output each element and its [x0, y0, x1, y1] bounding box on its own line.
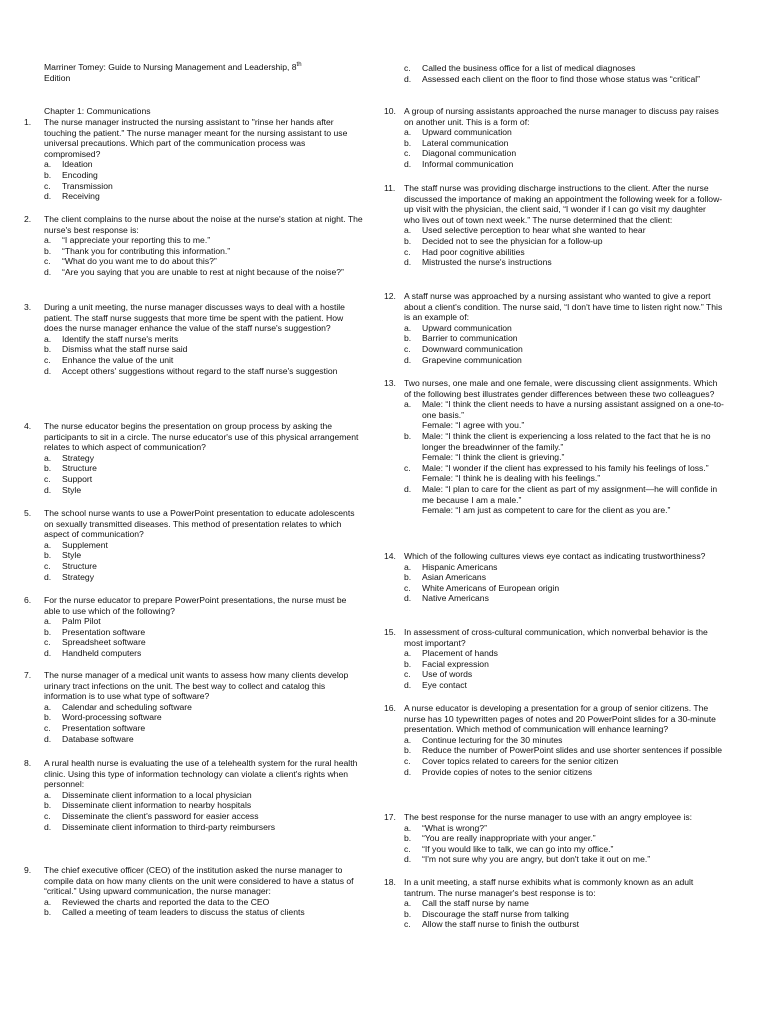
question-number: 1. — [24, 117, 32, 127]
option-letter: a. — [404, 648, 412, 659]
option-text: “Are you saying that you are unable to rest at night because of the noise?” — [62, 266, 344, 277]
option-letter: b. — [404, 833, 412, 844]
option-text: Word-processing software — [62, 712, 162, 723]
option-letter: a. — [404, 734, 412, 745]
option-letter: c. — [404, 755, 411, 766]
question-number: 4. — [24, 421, 32, 431]
option-letter: a. — [44, 452, 52, 463]
option-letter: a. — [44, 789, 52, 800]
answer-option — [404, 138, 724, 149]
question-item — [384, 703, 724, 777]
answer-option — [404, 484, 724, 516]
option-text: “If you would like to talk, we can go into my office.” — [422, 843, 614, 854]
option-text: Mistrusted the nurse's instructions — [422, 257, 552, 268]
document-title — [44, 62, 354, 83]
option-letter: a. — [44, 616, 52, 627]
question-number: 12. — [384, 291, 396, 301]
question-stem — [24, 117, 364, 159]
option-text: Grapevine communication — [422, 354, 522, 365]
option-text: Asian Americans — [422, 572, 487, 583]
question-item — [384, 291, 724, 365]
option-text: Decided not to see the physician for a follow-up — [422, 235, 603, 246]
answer-option — [44, 712, 364, 723]
question-text: The staff nurse was providing discharge instructions to the client. After the nurse discussed the importance of making an appointment the following week for a follow-up visit with the physician, the client said, “I wonder if I can go visit my daughter who lives out of town next week.” The nurse determined that the client: — [404, 183, 723, 225]
option-text: Used selective perception to hear what she wanted to hear — [422, 225, 646, 236]
option-text: Called a meeting of team leaders to discuss the status of clients — [62, 907, 305, 918]
answer-option — [44, 790, 364, 801]
option-text: Had poor cognitive abilities — [422, 246, 525, 257]
title-part2: Edition — [44, 72, 71, 83]
option-text: White Americans of European origin — [422, 582, 560, 593]
option-letter: d. — [404, 257, 412, 268]
answer-option — [404, 898, 724, 909]
option-text: Placement of hands — [422, 648, 498, 659]
option-letter: a. — [44, 333, 52, 344]
question-stem — [384, 551, 724, 562]
option-letter: b. — [44, 245, 52, 256]
question-stem — [384, 291, 724, 323]
option-text: Male: “I think the client needs to have a nursing assistant assigned on a one-to-one basis.” Female: “I agree with you.” — [422, 399, 724, 431]
option-text: Database software — [62, 733, 134, 744]
option-letter: a. — [404, 322, 412, 333]
question-number: 7. — [24, 670, 32, 680]
option-letter: d. — [404, 766, 412, 777]
option-text: Male: “I think the client is experiencing a loss related to the fact that he is no longer the breadwinner of the family.” Female: “I think the client is grieving.” — [422, 431, 724, 463]
question-text: Two nurses, one male and one female, were discussing client assignments. Which of the following best illustrates gender differences between these two colleagues? — [404, 378, 718, 399]
answer-option — [44, 800, 364, 811]
option-text: Continue lecturing for the 30 minutes — [422, 734, 563, 745]
question-number: 14. — [384, 551, 396, 561]
question-stem — [384, 703, 724, 735]
question-item — [384, 183, 724, 268]
question-stem — [384, 812, 724, 823]
question-stem — [24, 595, 364, 616]
answer-option — [404, 854, 724, 865]
option-letter: d. — [404, 354, 412, 365]
option-text: Receiving — [62, 191, 100, 202]
answer-option — [404, 735, 724, 746]
option-letter: d. — [404, 854, 412, 865]
option-letter: a. — [404, 225, 412, 236]
option-text: Male: “I plan to care for the client as part of my assignment—he will confide in me because I am a male.” Female: “I am just as competent to care for the client as you are.” — [422, 484, 724, 516]
question-text: The chief executive officer (CEO) of the institution asked the nurse manager to compile data on how many clients on the unit were considered to have a status of “critical.” Using upward communication, the nurse manager: — [44, 865, 354, 897]
question-stem — [384, 877, 724, 898]
answer-option — [44, 246, 364, 257]
question-number: 10. — [384, 106, 396, 116]
answer-option — [44, 334, 364, 345]
option-response: Female: “I think the client is grieving.” — [422, 452, 565, 463]
option-letter: b. — [44, 344, 52, 355]
answer-option — [404, 463, 724, 484]
option-letter: d. — [44, 821, 52, 832]
option-text: Facial expression — [422, 658, 489, 669]
question-text: A nurse educator is developing a presentation for a group of senior citizens. The nurse has 10 typewritten pages of notes and 20 PowerPoint slides for a 30-minute presentation. Which method of communication will enhance learning? — [404, 703, 716, 735]
question-item — [384, 551, 724, 604]
answer-option — [44, 572, 364, 583]
option-text: Support — [62, 473, 93, 484]
option-letter: d. — [44, 571, 52, 582]
question-number: 6. — [24, 595, 32, 605]
answer-option — [404, 148, 724, 159]
option-text: Disseminate the client's password for easier access — [62, 810, 259, 821]
option-text: Transmission — [62, 180, 113, 191]
answer-option — [44, 561, 364, 572]
option-text: Assessed each client on the floor to find those whose status was “critical” — [422, 73, 701, 84]
option-letter: c. — [44, 637, 51, 648]
answer-option — [44, 181, 364, 192]
option-text: Style — [62, 550, 82, 561]
answer-option — [44, 235, 364, 246]
answer-option — [44, 453, 364, 464]
option-text: Diagonal communication — [422, 148, 517, 159]
option-letter: d. — [44, 484, 52, 495]
answer-option — [404, 756, 724, 767]
answer-option — [404, 669, 724, 680]
answer-option — [404, 323, 724, 334]
option-letter: a. — [44, 159, 52, 170]
question-item — [24, 508, 364, 582]
question-number: 11. — [384, 183, 396, 193]
question-text: A rural health nurse is evaluating the use of a telehealth system for the rural health clinic. Using this type of information technology can violate a client's rights when personnel: — [44, 758, 358, 790]
answer-option — [404, 833, 724, 844]
answer-option — [44, 159, 364, 170]
question-item — [24, 670, 364, 744]
question-item — [384, 877, 724, 930]
option-letter: c. — [44, 256, 51, 267]
answer-option — [44, 191, 364, 202]
option-text: Hispanic Americans — [422, 561, 498, 572]
option-text: Strategy — [62, 452, 95, 463]
option-text: Spreadsheet software — [62, 637, 146, 648]
question-item — [384, 63, 724, 84]
answer-option — [44, 907, 364, 918]
question-text: In a unit meeting, a staff nurse exhibits what is commonly known as an adult tantrum. The nurse manager's best response is to: — [404, 877, 694, 898]
question-text: The nurse educator begins the presentation on group process by asking the participants to sit in a circle. The nurse educator's use of this physical arrangement relates to which aspect of communication? — [44, 421, 359, 453]
answer-option — [404, 680, 724, 691]
option-letter: a. — [44, 539, 52, 550]
answer-option — [404, 562, 724, 573]
answer-option — [404, 247, 724, 258]
answer-option — [44, 485, 364, 496]
option-text: “I'm not sure why you are angry, but don't take it out on me.” — [422, 854, 651, 865]
option-text: “You are really inappropriate with your anger.” — [422, 833, 596, 844]
answer-option — [404, 909, 724, 920]
option-letter: c. — [404, 343, 411, 354]
option-text: Dismiss what the staff nurse said — [62, 344, 188, 355]
option-text: Disseminate client information to nearby hospitals — [62, 800, 252, 811]
question-stem — [384, 106, 724, 127]
answer-option — [404, 823, 724, 834]
option-text: Enhance the value of the unit — [62, 354, 174, 365]
question-item — [24, 421, 364, 495]
answer-option — [44, 463, 364, 474]
answer-option — [44, 627, 364, 638]
answer-option — [404, 745, 724, 756]
option-letter: b. — [404, 235, 412, 246]
answer-option — [404, 767, 724, 778]
option-letter: b. — [404, 745, 412, 756]
answer-option — [404, 333, 724, 344]
question-text: The nurse manager of a medical unit wants to assess how many clients develop urinary tract infections on the unit. The best way to collect and catalog this information is to use what type of software? — [44, 670, 349, 702]
question-number: 9. — [24, 865, 32, 875]
question-stem — [384, 627, 724, 648]
option-letter: a. — [44, 701, 52, 712]
option-response: Female: “I think he is dealing with his feelings.” — [422, 473, 601, 484]
question-item — [24, 758, 364, 832]
option-text: Upward communication — [422, 322, 512, 333]
option-text: Downward communication — [422, 343, 523, 354]
option-letter: b. — [44, 169, 52, 180]
answer-option — [404, 648, 724, 659]
question-number: 13. — [384, 378, 396, 388]
option-letter: c. — [404, 246, 411, 257]
question-stem — [24, 865, 364, 897]
option-text: “What do you want me to do about this?” — [62, 256, 217, 267]
question-stem — [24, 214, 364, 235]
option-letter: b. — [404, 658, 412, 669]
option-letter: c. — [44, 722, 51, 733]
option-letter: c. — [44, 810, 51, 821]
question-number: 3. — [24, 302, 32, 312]
question-text: In assessment of cross-cultural communication, which nonverbal behavior is the most important? — [404, 627, 708, 648]
question-stem — [384, 183, 724, 225]
option-letter: c. — [404, 582, 411, 593]
answer-option — [404, 159, 724, 170]
question-text: The school nurse wants to use a PowerPoint presentation to educate adolescents on sexually transmitted diseases. This method of presentation relates to which aspect of communication? — [44, 508, 355, 540]
answer-option — [44, 474, 364, 485]
answer-option — [404, 399, 724, 431]
option-response: Female: “I am just as competent to care for the client as you are.” — [422, 505, 671, 516]
option-text: “Thank you for contributing this information.” — [62, 245, 231, 256]
option-letter: c. — [404, 148, 411, 159]
answer-option — [404, 355, 724, 366]
option-letter: d. — [404, 483, 412, 494]
question-text: A group of nursing assistants approached the nurse manager to discuss pay raises on another unit. This is a form of: — [404, 106, 719, 127]
answer-option — [404, 431, 724, 463]
option-letter: c. — [44, 354, 51, 365]
question-item — [24, 865, 364, 918]
option-letter: d. — [44, 365, 52, 376]
option-letter: a. — [404, 822, 412, 833]
option-letter: d. — [404, 679, 412, 690]
question-item — [384, 378, 724, 516]
question-stem — [24, 508, 364, 540]
answer-option — [44, 616, 364, 627]
option-text: Encoding — [62, 169, 98, 180]
question-number: 16. — [384, 703, 396, 713]
question-item — [24, 302, 364, 376]
option-letter: d. — [44, 733, 52, 744]
option-letter: c. — [44, 560, 51, 571]
answer-option — [404, 127, 724, 138]
option-text: Handheld computers — [62, 647, 142, 658]
answer-option — [44, 550, 364, 561]
option-text: Ideation — [62, 159, 93, 170]
answer-option — [44, 897, 364, 908]
option-letter: d. — [404, 593, 412, 604]
answer-option — [404, 844, 724, 855]
question-text: The best response for the nurse manager to use with an angry employee is: — [404, 812, 693, 822]
question-text: For the nurse educator to prepare PowerPoint presentations, the nurse must be able to use which of the following? — [44, 595, 347, 616]
option-text: Presentation software — [62, 626, 146, 637]
question-text: A staff nurse was approached by a nursing assistant who wanted to give a report about a client's condition. The nurse said, “I don't have time to listen right now.” This is an example of: — [404, 291, 723, 323]
option-letter: d. — [404, 158, 412, 169]
answer-option — [404, 236, 724, 247]
answer-option — [44, 540, 364, 551]
option-text: Accept others' suggestions without regard to the staff nurse's suggestion — [62, 365, 338, 376]
option-letter: d. — [44, 647, 52, 658]
answer-option — [44, 170, 364, 181]
answer-option — [404, 659, 724, 670]
option-letter: a. — [44, 235, 52, 246]
answer-option — [44, 637, 364, 648]
option-letter: b. — [404, 333, 412, 344]
answer-option — [44, 256, 364, 267]
answer-option — [44, 811, 364, 822]
answer-option — [404, 63, 724, 74]
answer-option — [44, 267, 364, 278]
option-text: Reviewed the charts and reported the data to the CEO — [62, 896, 270, 907]
option-letter: d. — [44, 191, 52, 202]
question-number: 5. — [24, 508, 32, 518]
question-number: 15. — [384, 627, 396, 637]
option-letter: c. — [404, 919, 411, 930]
question-stem — [24, 670, 364, 702]
option-text: Native Americans — [422, 593, 489, 604]
answer-option — [404, 593, 724, 604]
question-stem — [24, 302, 364, 334]
option-letter: a. — [404, 561, 412, 572]
option-text: Calendar and scheduling software — [62, 701, 192, 712]
option-letter: b. — [404, 430, 412, 441]
question-text: During a unit meeting, the nurse manager discusses ways to deal with a hostile patient. The staff nurse suggests that more time be spent with the patient. How does the nurse manager enhance the value of the staff nurse's suggestion? — [44, 302, 345, 334]
title-superscript: th — [296, 62, 302, 69]
option-text: “What is wrong?” — [422, 822, 487, 833]
option-letter: b. — [44, 712, 52, 723]
option-letter: c. — [404, 63, 411, 73]
question-item — [24, 214, 364, 278]
option-text: Discourage the staff nurse from talking — [422, 908, 569, 919]
answer-option — [404, 74, 724, 85]
question-number: 2. — [24, 214, 32, 224]
option-text: Allow the staff nurse to finish the outburst — [422, 919, 580, 930]
option-text: Provide copies of notes to the senior citizens — [422, 766, 593, 777]
option-text: Reduce the number of PowerPoint slides and use shorter sentences if possible — [422, 745, 722, 756]
question-item — [384, 627, 724, 691]
title-part1: Marriner Tomey: Guide to Nursing Management and Leadership, 8 — [44, 62, 297, 72]
option-letter: b. — [44, 550, 52, 561]
answer-option — [404, 344, 724, 355]
option-text: Supplement — [62, 539, 108, 550]
option-letter: c. — [404, 462, 411, 473]
answer-option — [404, 919, 724, 930]
option-text: Identify the staff nurse's merits — [62, 333, 179, 344]
option-letter: b. — [44, 800, 52, 811]
chapter-heading: Chapter 1: Communications — [44, 106, 151, 116]
option-letter: c. — [44, 473, 51, 484]
answer-option — [44, 366, 364, 377]
question-number: 18. — [384, 877, 396, 887]
question-stem — [24, 421, 364, 453]
option-letter: b. — [404, 908, 412, 919]
option-text: Strategy — [62, 571, 95, 582]
option-text: Upward communication — [422, 127, 512, 138]
question-item — [24, 117, 364, 202]
option-letter: a. — [404, 127, 412, 138]
answer-option — [44, 723, 364, 734]
question-item — [384, 106, 724, 170]
question-stem — [384, 378, 724, 399]
option-text: Palm Pilot — [62, 616, 101, 627]
question-item — [384, 812, 724, 865]
question-stem — [24, 758, 364, 790]
option-letter: c. — [44, 180, 51, 191]
option-text: Structure — [62, 560, 97, 571]
option-letter: a. — [44, 896, 52, 907]
option-text: Style — [62, 484, 82, 495]
option-text: Cover topics related to careers for the senior citizen — [422, 755, 619, 766]
option-letter: b. — [44, 463, 52, 474]
option-letter: b. — [404, 137, 412, 148]
answer-option — [44, 355, 364, 366]
option-response: Female: “I agree with you.” — [422, 420, 525, 431]
option-text: Male: “I wonder if the client has expressed to his family his feelings of loss.” Female: “I think he is dealing with his feelings.” — [422, 463, 724, 484]
answer-option — [44, 344, 364, 355]
question-text: Which of the following cultures views eye contact as indicating trustworthiness? — [404, 551, 706, 561]
option-text: Informal communication — [422, 158, 514, 169]
option-letter: d. — [44, 266, 52, 277]
option-letter: a. — [404, 898, 412, 909]
answer-option — [404, 225, 724, 236]
answer-option — [44, 648, 364, 659]
option-text: Barrier to communication — [422, 333, 518, 344]
question-number: 17. — [384, 812, 396, 822]
question-text: The client complains to the nurse about the noise at the nurse's station at night. The nurse's best response is: — [44, 214, 363, 235]
answer-option — [404, 572, 724, 583]
question-text: The nurse manager instructed the nursing assistant to "rinse her hands after touching the patient." The nurse manager meant for the nursing assistant to use universal precautions. Which part of the communication process was compromised? — [44, 117, 348, 159]
answer-option — [44, 702, 364, 713]
option-letter: a. — [404, 399, 412, 410]
answer-option — [44, 822, 364, 833]
option-text: Disseminate client information to third-party reimbursers — [62, 821, 276, 832]
option-letter: b. — [404, 572, 412, 583]
option-text: Use of words — [422, 669, 473, 680]
option-text: Lateral communication — [422, 137, 509, 148]
answer-option — [404, 583, 724, 594]
option-text: Eye contact — [422, 679, 467, 690]
answer-option — [404, 257, 724, 268]
question-item — [24, 595, 364, 659]
option-text: “I appreciate your reporting this to me.” — [62, 235, 211, 246]
option-letter: b. — [44, 907, 52, 918]
option-letter: d. — [404, 73, 412, 84]
option-letter: c. — [404, 669, 411, 680]
option-text: Structure — [62, 463, 97, 474]
option-text: Call the staff nurse by name — [422, 898, 529, 909]
option-text: Presentation software — [62, 722, 146, 733]
option-letter: c. — [404, 843, 411, 854]
question-number: 8. — [24, 758, 32, 768]
option-text: Called the business office for a list of medical diagnoses — [422, 63, 636, 73]
option-letter: b. — [44, 626, 52, 637]
answer-option — [44, 734, 364, 745]
option-text: Disseminate client information to a local physician — [62, 789, 252, 800]
